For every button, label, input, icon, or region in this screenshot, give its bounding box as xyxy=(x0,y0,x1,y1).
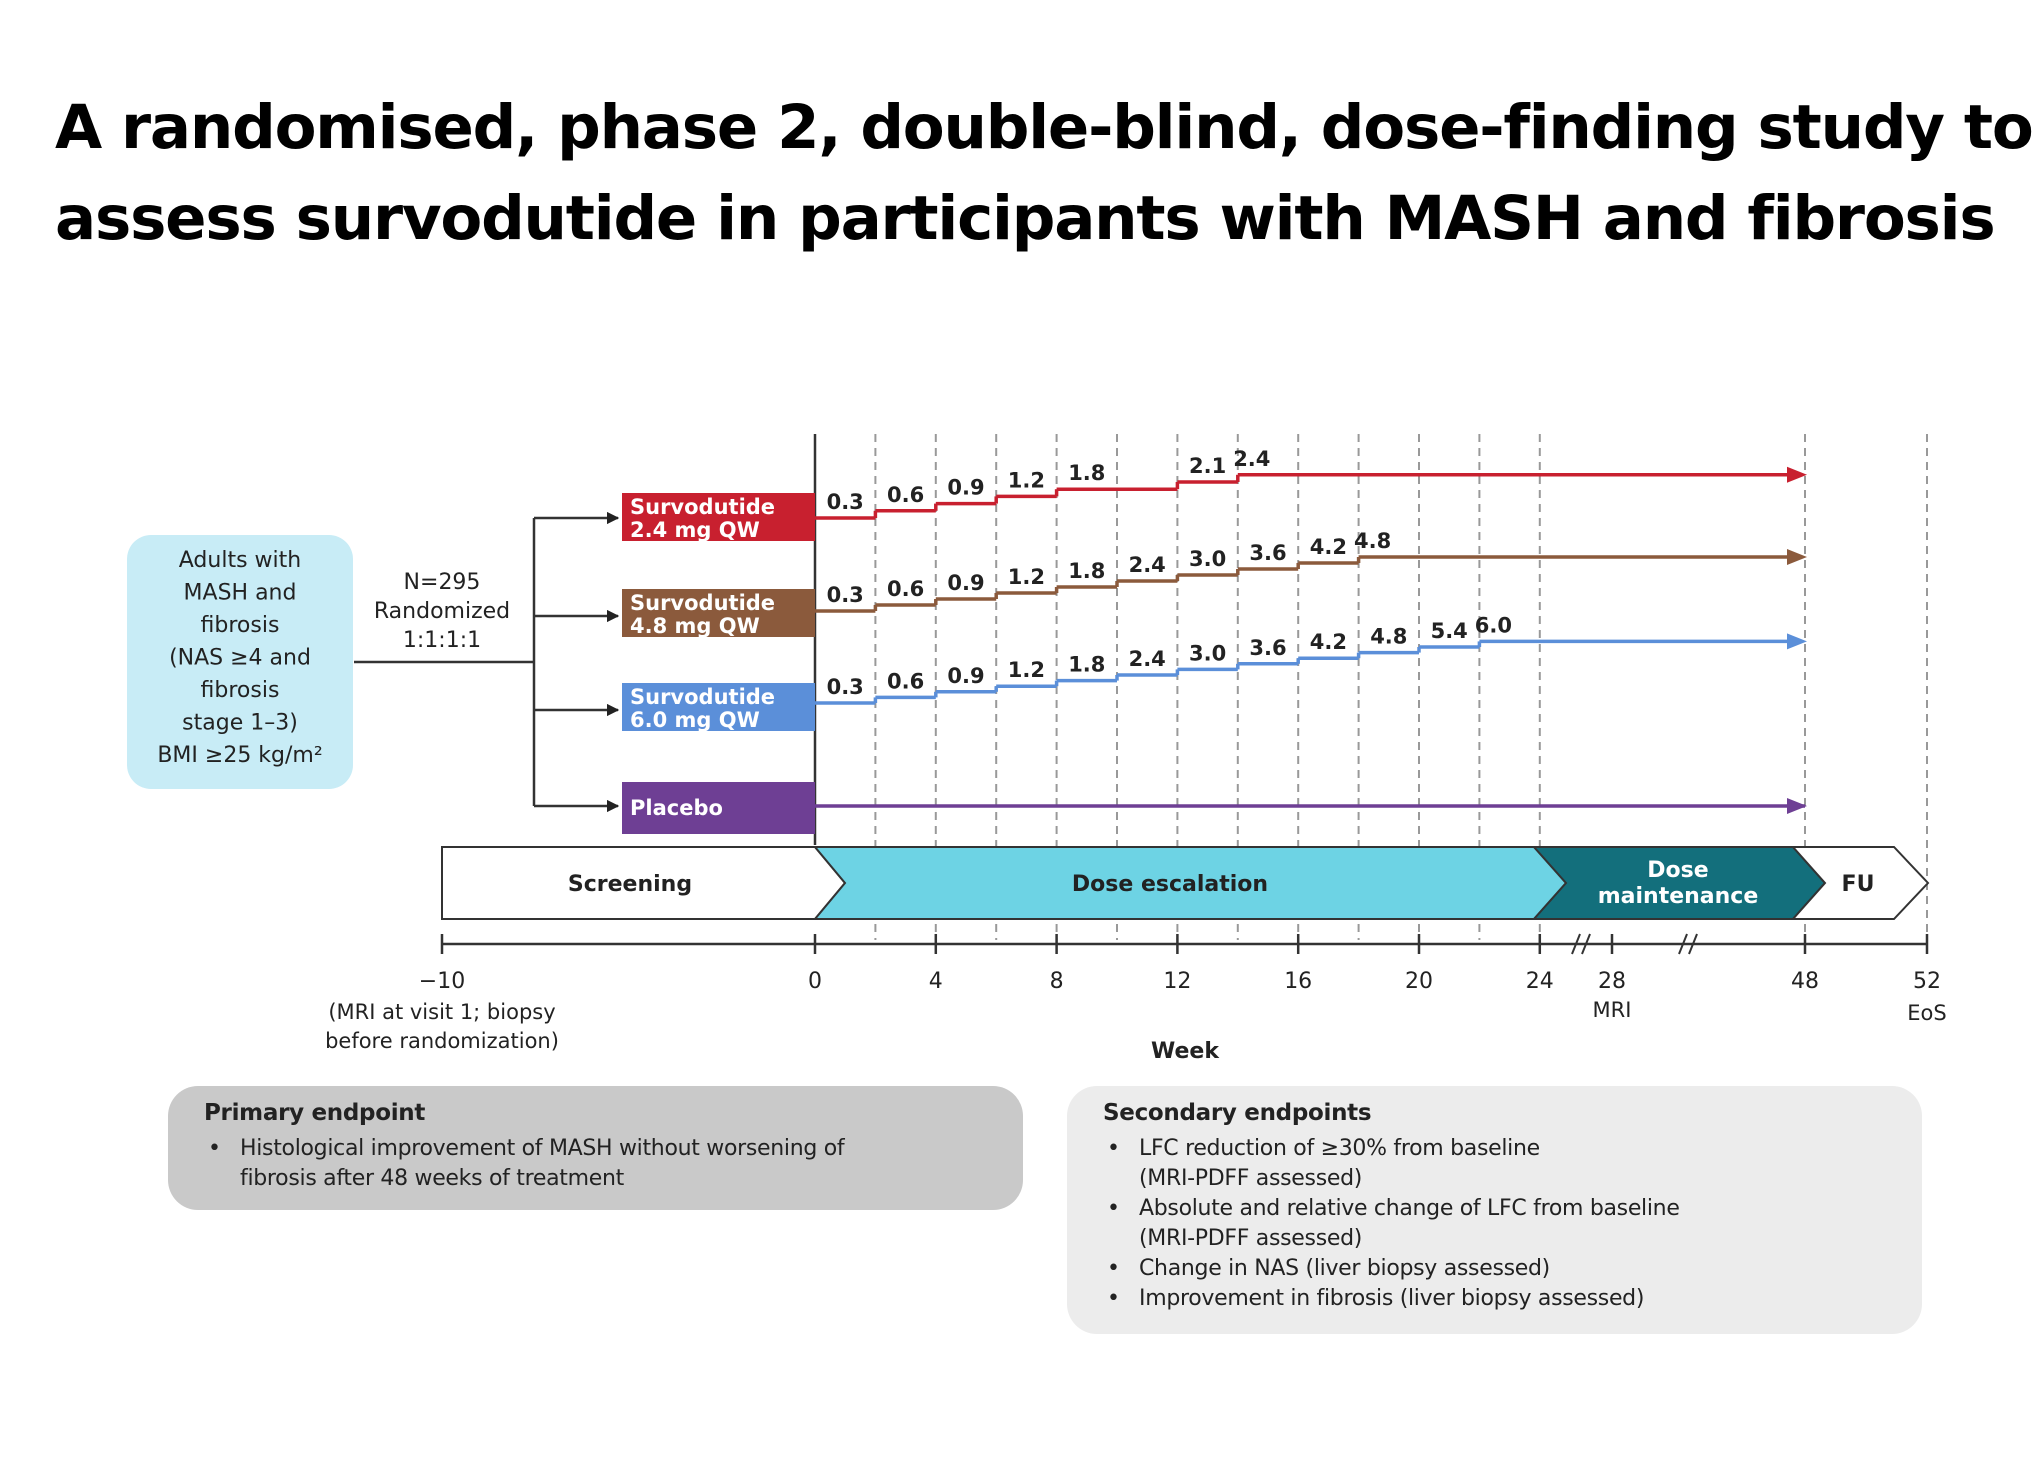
population-line: BMI ≥25 kg/m² xyxy=(157,743,323,768)
arm-2-4-dose-label: 0.3 xyxy=(826,490,864,514)
arm-6-0-dose-label: 6.0 xyxy=(1474,613,1513,638)
axis-tick-label: 12 xyxy=(1163,969,1192,994)
secondary-endpoint-item: • Change in NAS (liver biopsy assessed) xyxy=(1103,1254,1886,1284)
axis-tick-label: −10 xyxy=(418,969,466,994)
arm-6-0-dose-label: 3.6 xyxy=(1249,635,1287,660)
secondary-endpoints-heading: Secondary endpoints xyxy=(1103,1100,1372,1126)
arm-4-8-dose-label: 3.6 xyxy=(1249,541,1287,565)
randomization-connectors xyxy=(354,518,618,806)
axis-tick-label: 48 xyxy=(1791,969,1819,994)
arm-2-4 xyxy=(622,447,1807,542)
arm-6-0-label: 6.0 mg QW xyxy=(630,708,760,732)
arm-6-0-dose-label: 0.3 xyxy=(826,675,864,699)
axis-tick-label: 8 xyxy=(1049,969,1064,994)
population-line: stage 1–3) xyxy=(182,710,298,736)
arm-6-0-dose-label: 2.4 xyxy=(1128,647,1166,671)
dose-maintenance-label-line-2: maintenance xyxy=(1597,884,1759,909)
arm-6-0-dose-label: 3.0 xyxy=(1188,641,1227,666)
arm-6-0-dose-label: 0.9 xyxy=(947,663,985,688)
primary-endpoint-list xyxy=(204,1134,987,1194)
axis-sublabel-minus10-line-1: (MRI at visit 1; biopsy xyxy=(328,1000,556,1024)
axis-tick-label: 0 xyxy=(808,969,822,994)
arm-6-0-dose-label: 4.2 xyxy=(1309,630,1348,655)
title-line-2: assess survodutide in participants with MASH and fibrosis xyxy=(55,183,1995,254)
arm-2-4-dose-label: 2.4 xyxy=(1233,446,1271,471)
axis-title: Week xyxy=(1151,1039,1219,1064)
arm-6-0-dose-label: 1.2 xyxy=(1007,658,1046,683)
arm-6-0-dose-label: 1.8 xyxy=(1068,652,1106,677)
arm-2-4-dose-label: 0.9 xyxy=(947,475,985,500)
axis-tick-label: 4 xyxy=(928,969,943,994)
population-line: Adults with xyxy=(178,548,302,573)
arm-4-8-label: Survodutide xyxy=(630,591,776,615)
arm-placebo xyxy=(622,782,1807,834)
arm-2-4-label: 2.4 mg QW xyxy=(630,518,760,542)
phase-bar xyxy=(442,847,1928,919)
population-line: fibrosis xyxy=(200,678,280,703)
screening-label: Screening xyxy=(567,872,693,897)
arm-4-8-dose-label: 1.2 xyxy=(1007,565,1046,589)
secondary-endpoint-item: • LFC reduction of ≥30% from baseline (MRI-PDFF assessed) xyxy=(1103,1134,1599,1194)
arm-6-0-dose-label: 4.8 xyxy=(1370,624,1408,649)
arm-4-8 xyxy=(622,529,1807,638)
arm-4-8-dose-label: 0.3 xyxy=(826,583,864,607)
primary-endpoint-item: • Histological improvement of MASH without worsening of fibrosis after 48 weeks of treatment xyxy=(204,1134,880,1194)
axis-sublabel-minus10-line-2: before randomization) xyxy=(325,1029,559,1053)
arm-4-8-dose-label: 0.6 xyxy=(886,577,925,601)
primary-endpoint-box xyxy=(168,1086,1023,1210)
arm-4-8-label: 4.8 mg QW xyxy=(630,614,760,638)
population-line: (NAS ≥4 and xyxy=(169,645,311,671)
secondary-endpoints-list xyxy=(1103,1134,1886,1314)
arm-4-8-dose-label: 0.9 xyxy=(947,571,985,595)
arm-2-4-dose-label: 2.1 xyxy=(1188,454,1227,478)
secondary-endpoint-item: • Absolute and relative change of LFC from baseline (MRI-PDFF assessed) xyxy=(1103,1194,1739,1254)
title-line-1: A randomised, phase 2, double-blind, dose-finding study to xyxy=(55,92,2033,163)
population-line: MASH and xyxy=(183,580,297,606)
arm-6-0-dose-label: 5.4 xyxy=(1430,619,1468,643)
arm-6-0-label: Survodutide xyxy=(630,685,776,709)
week-axis xyxy=(325,934,1947,1064)
arm-4-8-dose-label: 4.2 xyxy=(1309,535,1348,559)
arm-2-4-label: Survodutide xyxy=(630,495,776,519)
arm-2-4-dose-label: 1.2 xyxy=(1007,468,1046,493)
fu-label: FU xyxy=(1841,872,1875,897)
arm-4-8-dose-label: 4.8 xyxy=(1353,529,1392,553)
arm-placebo-label: Placebo xyxy=(630,796,723,820)
arm-2-4-dose-label: 0.6 xyxy=(886,482,925,507)
axis-tick-label: 28 xyxy=(1598,969,1626,994)
primary-endpoint-heading: Primary endpoint xyxy=(204,1100,426,1126)
axis-sublabel-eos: EoS xyxy=(1907,1001,1947,1025)
secondary-endpoints-box xyxy=(1067,1086,1922,1334)
axis-sublabel-mri: MRI xyxy=(1592,998,1632,1022)
randomization-line: N=295 xyxy=(403,570,481,595)
axis-tick-label: 20 xyxy=(1405,969,1433,994)
dose-maintenance-label-line-1: Dose xyxy=(1647,858,1709,883)
axis-tick-label: 16 xyxy=(1284,969,1313,994)
randomization-line: 1:1:1:1 xyxy=(402,628,482,653)
randomization-text xyxy=(374,570,510,653)
dose-escalation-label: Dose escalation xyxy=(1071,872,1269,897)
axis-tick-label: 24 xyxy=(1525,969,1554,994)
treatment-arms xyxy=(622,447,1807,834)
axis-tick-label: 52 xyxy=(1913,969,1941,994)
secondary-endpoint-item: • Improvement in fibrosis (liver biopsy assessed) xyxy=(1103,1284,1886,1314)
arm-6-0-dose-label: 0.6 xyxy=(886,669,925,694)
population-line: fibrosis xyxy=(200,613,280,638)
arm-4-8-dose-label: 2.4 xyxy=(1128,553,1166,577)
arm-4-8-dose-label: 1.8 xyxy=(1068,559,1106,583)
randomization-line: Randomized xyxy=(373,599,511,624)
arm-2-4-dose-label: 1.8 xyxy=(1068,461,1106,486)
arm-4-8-dose-label: 3.0 xyxy=(1188,547,1227,571)
